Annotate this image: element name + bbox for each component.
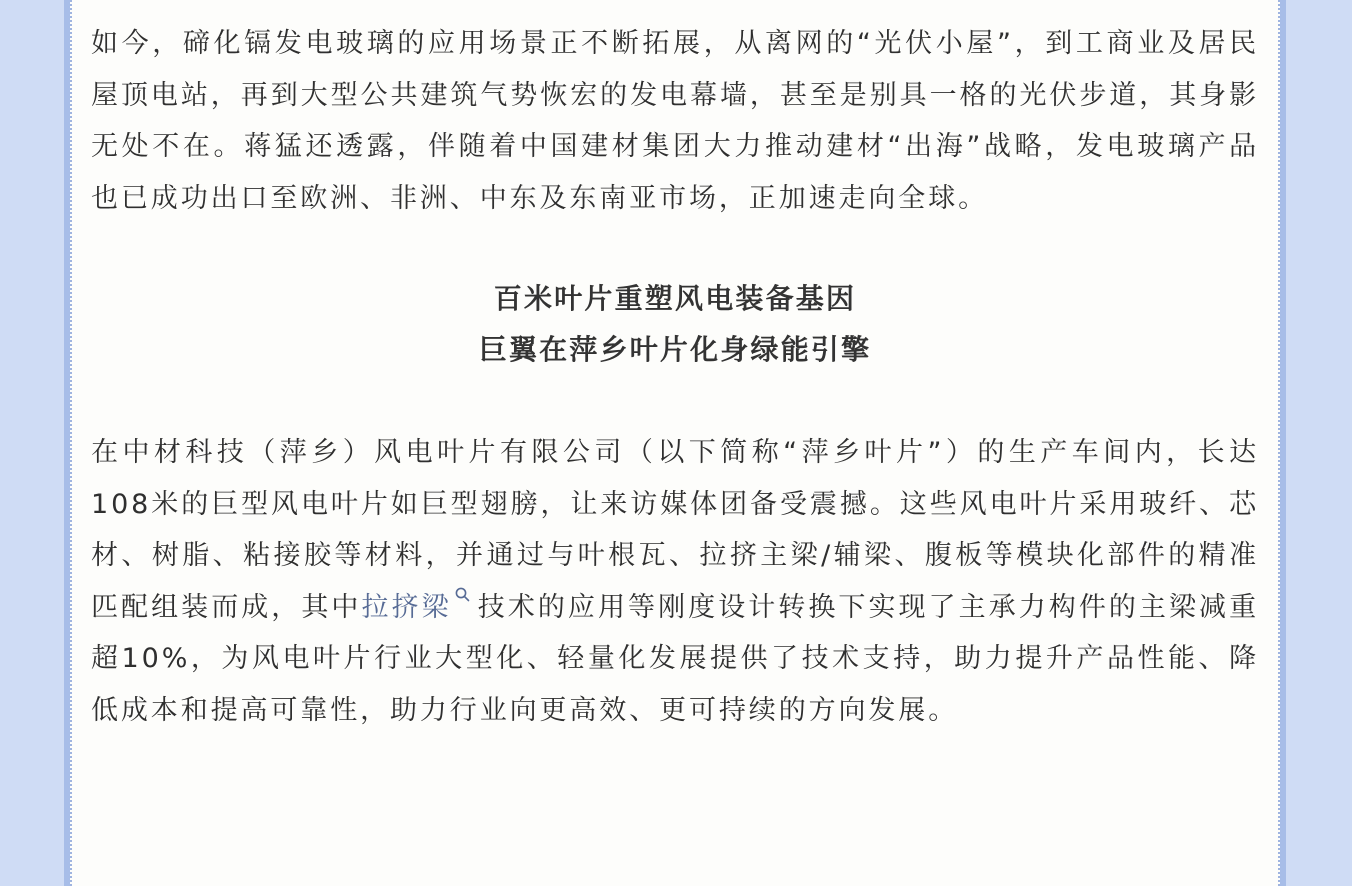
paragraph-wind-blade-text-1: 在中材科技（萍乡）风电叶片有限公司（以下简称“萍乡叶片”）的生产车间内，长达108米的巨型风电叶片如巨型翅膀，让来访媒体团备受震撼。这些风电叶片采用玻纤、芯材、树脂、粘接胶等材料，并通过与叶根瓦、拉挤主梁/辅梁、腹板等模块化部件的精准匹配组装而成，其中 (91, 437, 1259, 623)
section-heading-line-2: 巨翼在萍乡叶片化身绿能引擎 (478, 333, 872, 366)
article-body (91, 18, 1259, 736)
search-icon[interactable] (452, 582, 474, 608)
section-heading (91, 273, 1259, 375)
paragraph-wind-blade (91, 427, 1259, 736)
section-heading-line-1: 百米叶片重塑风电装备基因 (493, 282, 857, 315)
paragraph-wind-blade-text-2: 技术的应用等刚度设计转换下实现了主承力构件的主梁减重超10%，为风电叶片行业大型化、轻量化发展提供了技术支持，助力提升产品性能、降低成本和提高可靠性，助力行业向更高效、更可持续的方向发展。 (91, 591, 1259, 726)
paragraph-photovoltaic-glass: 如今，碲化镉发电玻璃的应用场景正不断拓展，从离网的“光伏小屋”，到工商业及居民屋顶电站，再到大型公共建筑气势恢宏的发电幕墙，甚至是别具一格的光伏步道，其身影无处不在。蒋猛还透露，伴随着中国建材集团大力推动建材“出海”战略，发电玻璃产品也已成功出口至欧洲、非洲、中东及东南亚市场，正加速走向全球。 (91, 28, 1259, 214)
search-link-pultruded-beam[interactable]: 拉挤梁 (361, 591, 452, 623)
